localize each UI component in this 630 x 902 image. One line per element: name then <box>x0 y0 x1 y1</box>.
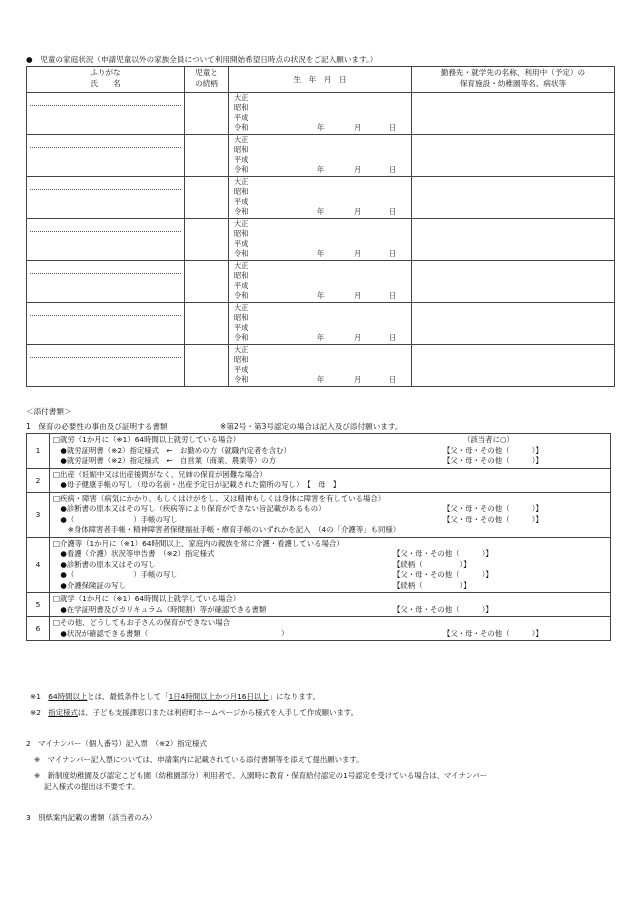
family-name-cell[interactable] <box>27 345 185 387</box>
birth-year-label: 年 <box>317 333 325 342</box>
documents-table <box>26 433 611 641</box>
document-line <box>53 594 607 605</box>
party-selector[interactable]: 【父・母・その他（ ）】 <box>443 504 543 513</box>
party-selector[interactable]: 【父・母・その他（ ）】 <box>393 570 493 579</box>
document-line-text: ●状況が確認できる書類（ ） <box>53 628 289 638</box>
era-list <box>234 93 248 133</box>
family-relation-cell[interactable] <box>185 219 229 261</box>
birth-day-label: 日 <box>389 375 397 384</box>
era-option: 大正 <box>234 261 249 270</box>
birth-year-label: 年 <box>317 375 325 384</box>
header-name-label: 氏 名 <box>90 79 121 88</box>
era-option: 大正 <box>234 177 249 186</box>
footnote-1-text: とは、最低条件として「 <box>87 692 169 701</box>
era-option: 昭和 <box>234 271 249 280</box>
era-option: 昭和 <box>234 355 249 364</box>
footnote-1-end: 」になります。 <box>268 692 320 701</box>
family-name-cell[interactable] <box>27 303 185 345</box>
document-row-content <box>50 593 611 617</box>
family-birth-cell[interactable] <box>229 219 412 261</box>
family-birth-cell[interactable] <box>229 177 412 219</box>
document-row-content <box>50 434 611 469</box>
era-option: 令和 <box>234 291 249 300</box>
family-row <box>27 93 615 135</box>
family-birth-cell[interactable] <box>229 303 412 345</box>
era-option: 大正 <box>234 135 249 144</box>
furigana-divider <box>30 147 181 148</box>
header-furigana: ふりがな <box>90 68 121 77</box>
era-list <box>234 135 248 175</box>
era-list <box>234 177 248 217</box>
era-option: 昭和 <box>234 145 249 154</box>
family-work-cell[interactable] <box>412 135 615 177</box>
era-option: 昭和 <box>234 103 249 112</box>
era-option: 令和 <box>234 123 249 132</box>
family-relation-cell[interactable] <box>185 345 229 387</box>
document-line-text: ●診断書の原本又はその写し（疾病等により保育ができない旨記載があるもの） <box>53 504 326 513</box>
birth-year-label: 年 <box>317 165 325 174</box>
family-work-cell[interactable] <box>412 303 615 345</box>
era-option: 平成 <box>234 155 249 164</box>
furigana-divider <box>30 189 181 190</box>
era-option: 令和 <box>234 333 249 342</box>
document-line-text: □その他、どうしてもお子さんの保育ができない場合 <box>53 618 230 627</box>
document-row-content <box>50 492 611 537</box>
furigana-divider <box>30 357 181 358</box>
document-line <box>53 539 607 550</box>
document-row-number: 6 <box>27 617 50 641</box>
document-row <box>27 617 611 641</box>
party-selector[interactable]: 【父・母・その他（ ）】 <box>443 514 543 524</box>
section1-heading: 1 保育の必要性の事由及び証明する書類 <box>26 422 168 431</box>
party-selector[interactable]: 【父・母・その他（ ）】 <box>393 604 493 614</box>
era-option: 令和 <box>234 165 249 174</box>
birth-year-label: 年 <box>317 207 325 216</box>
birth-day-label: 日 <box>389 165 397 174</box>
document-line <box>53 480 607 491</box>
document-row <box>27 492 611 537</box>
document-row-content <box>50 617 611 641</box>
document-line <box>53 618 607 629</box>
family-work-cell[interactable] <box>412 219 615 261</box>
document-row <box>27 468 611 492</box>
document-line-text: ●診断書の原本又はその写し <box>53 559 156 569</box>
header-work <box>412 67 615 93</box>
family-table <box>26 66 615 387</box>
family-row <box>27 261 615 303</box>
document-line <box>53 525 607 536</box>
documents-rows <box>27 434 611 641</box>
furigana-divider <box>30 105 181 106</box>
birth-month-label: 月 <box>354 249 362 258</box>
document-line-text: ●在学証明書及びカリキュラム（時間割）等が確認できる書類 <box>53 604 267 614</box>
family-relation-cell[interactable] <box>185 261 229 303</box>
era-list <box>234 345 248 385</box>
family-row <box>27 345 615 387</box>
family-birth-cell[interactable] <box>229 93 412 135</box>
family-name-cell[interactable] <box>27 177 185 219</box>
party-selector[interactable]: 【父・母・その他（ ）】 <box>443 456 543 465</box>
family-row <box>27 303 615 345</box>
era-option: 昭和 <box>234 187 249 196</box>
footnote-2-text: は、子ども支援課窓口または利府町ホームページから様式を入手して作成願います。 <box>77 708 358 717</box>
section3-heading: 3 別紙案内記載の書類（該当者のみ） <box>26 813 157 822</box>
family-header-row <box>27 67 615 93</box>
family-row <box>27 135 615 177</box>
section2-heading: 2 マイナンバー（個人番号）記入票 （※2）指定様式 <box>26 739 207 748</box>
birth-month-label: 月 <box>354 291 362 300</box>
family-row <box>27 219 615 261</box>
header-work-1: 勤務先・就学先の名称、利用中（予定）の <box>440 68 586 77</box>
document-line-text: □出産（妊娠中又は出産後間がなく、兄姉の保育が困難な場合） <box>53 469 267 479</box>
section2-note-1: ※ マイナンバー記入票については、申請案内に記載されている添付書類等を添えて提出願います。 <box>34 755 364 764</box>
header-relation-1: 児童と <box>195 68 218 77</box>
family-work-cell[interactable] <box>412 261 615 303</box>
era-option: 昭和 <box>234 229 249 238</box>
party-selector[interactable]: 【父・母・その他（ ）】 <box>393 549 493 558</box>
header-birth <box>229 67 412 93</box>
furigana-divider <box>30 315 181 316</box>
birth-month-label: 月 <box>354 375 362 384</box>
era-option: 大正 <box>234 219 249 228</box>
birth-year-label: 年 <box>317 249 325 258</box>
document-line-text: □就労（1か月に（※1）64時間以上就労している場合） <box>53 435 241 444</box>
family-rows <box>27 93 615 387</box>
footnote-2-term: 指定様式 <box>48 708 78 717</box>
section1-note: ※第2号・第3号認定の場合は記入及び添付願います。 <box>220 422 403 431</box>
document-line <box>53 504 607 515</box>
family-birth-cell[interactable] <box>229 345 412 387</box>
header-relation-2: の続柄 <box>195 79 218 88</box>
birth-day-label: 日 <box>389 207 397 216</box>
era-option: 令和 <box>234 249 249 258</box>
family-name-cell[interactable] <box>27 93 185 135</box>
footnote-1-term: 64時間以上 <box>48 692 88 701</box>
document-line <box>53 494 607 505</box>
document-line-text: □就学（1か月に（※1）64時間以上就学している場合） <box>53 594 241 603</box>
section2-note-2: ※ 新制度幼稚園及び認定こども園（幼稚園部分）利用者で、入園時に教育・保育給付認定の1号認定を受けている場合は、マイナンバー <box>34 771 488 780</box>
family-name-cell[interactable] <box>27 135 185 177</box>
family-birth-cell[interactable] <box>229 261 412 303</box>
family-heading: ● 児童の家庭状況（申請児童以外の家族全員について利用開始希望日時点の状況をご記入願います。） <box>26 55 378 64</box>
header-birth-label: 生 年 月 日 <box>293 75 347 84</box>
party-selector[interactable]: 【父・母・その他（ ）】 <box>443 445 543 455</box>
family-relation-cell[interactable] <box>185 93 229 135</box>
document-line-text: ●（ ）手帳の写し <box>53 514 178 524</box>
family-name-cell[interactable] <box>27 261 185 303</box>
birth-month-label: 月 <box>354 333 362 342</box>
birth-day-label: 日 <box>389 333 397 342</box>
furigana-divider <box>30 273 181 274</box>
birth-month-label: 月 <box>354 123 362 132</box>
document-line <box>53 456 607 467</box>
era-option: 大正 <box>234 303 249 312</box>
document-line-text: □疾病・障害（病気にかかり、もしくはけがをし、又は精神もしくは身体に障害を有している場合） <box>53 493 386 503</box>
document-line <box>53 560 607 571</box>
header-work-2: 保育施設・幼稚園等名、病状等 <box>459 79 567 88</box>
era-option: 平成 <box>234 281 249 290</box>
family-relation-cell[interactable] <box>185 303 229 345</box>
document-line <box>53 515 607 526</box>
document-line <box>53 549 607 560</box>
document-line-text: ●就労証明書（※2）指定様式 ← 自営業（商業、農業等）の方 <box>53 456 277 465</box>
document-line <box>53 629 607 640</box>
document-row-content <box>50 468 611 492</box>
family-work-cell[interactable] <box>412 177 615 219</box>
document-line-text: ●就労証明書（※2）指定様式 ← お勤めの方（就職内定者を含む） <box>53 445 291 455</box>
document-row-number: 3 <box>27 492 50 537</box>
era-list <box>234 303 248 343</box>
document-row-number: 5 <box>27 593 50 617</box>
document-row-number: 4 <box>27 537 50 593</box>
era-option: 平成 <box>234 323 249 332</box>
document-line-text: ●母子健康手帳の写し（母の名前・出産予定日が記載された箇所の写し） 【 母 】 <box>53 480 341 489</box>
family-work-cell[interactable] <box>412 345 615 387</box>
birth-month-label: 月 <box>354 165 362 174</box>
document-line <box>53 581 607 592</box>
footnote-2-mark: ※2 <box>30 708 49 717</box>
era-option: 令和 <box>234 375 249 384</box>
family-birth-cell[interactable] <box>229 135 412 177</box>
footnote-1-condition: 1日4時間以上かつ月16日以上 <box>168 692 269 701</box>
document-line <box>53 605 607 616</box>
birth-day-label: 日 <box>389 249 397 258</box>
family-name-cell[interactable] <box>27 219 185 261</box>
document-line <box>53 470 607 481</box>
family-relation-cell[interactable] <box>185 135 229 177</box>
document-row <box>27 593 611 617</box>
document-row-content <box>50 537 611 593</box>
era-list <box>234 261 248 301</box>
birth-day-label: 日 <box>389 291 397 300</box>
footnote-2 <box>30 708 358 718</box>
party-selector[interactable]: 【続柄（ ）】 <box>393 580 471 590</box>
furigana-divider <box>30 231 181 232</box>
header-relation <box>185 67 229 93</box>
birth-year-label: 年 <box>317 123 325 132</box>
document-line-text: ●（ ）手帳の写し <box>53 570 178 579</box>
birth-month-label: 月 <box>354 207 362 216</box>
document-line-text: ●看護（介護）状況等申告書 （※2）指定様式 <box>53 549 215 558</box>
document-line-text: ※身体障害者手帳・精神障害者保健福祉手帳・療育手帳のいずれかを記入 （4の「介護等」も同様） <box>53 525 401 534</box>
document-line <box>53 570 607 581</box>
family-row <box>27 177 615 219</box>
header-name <box>27 67 185 93</box>
family-relation-cell[interactable] <box>185 177 229 219</box>
family-work-cell[interactable] <box>412 93 615 135</box>
footnote-1 <box>30 692 320 702</box>
era-option: 大正 <box>234 93 249 102</box>
party-selector[interactable]: 【父・母・その他（ ）】 <box>443 628 543 638</box>
document-line-text: □介護等（1か月に（※1）64時間以上、家庭内の親族を常に介護・看護している場合） <box>53 538 344 548</box>
party-selector[interactable]: 【続柄（ ）】 <box>393 559 471 569</box>
era-option: 平成 <box>234 365 249 374</box>
document-row <box>27 537 611 593</box>
era-option: 平成 <box>234 113 249 122</box>
document-line <box>53 446 607 457</box>
party-selector[interactable]: （該当者に○） <box>463 435 514 444</box>
document-line-text: ●介護保険証の写し <box>53 580 126 590</box>
era-option: 平成 <box>234 239 249 248</box>
document-line <box>53 435 607 446</box>
section2-note-2-cont: 記入様式の提出は不要です。 <box>44 782 140 791</box>
footnote-1-mark: ※1 <box>30 692 49 701</box>
era-option: 平成 <box>234 197 249 206</box>
era-option: 大正 <box>234 345 249 354</box>
era-option: 令和 <box>234 207 249 216</box>
document-row-number: 2 <box>27 468 50 492</box>
attachments-title: ＜添付書類＞ <box>26 407 72 416</box>
birth-year-label: 年 <box>317 291 325 300</box>
birth-day-label: 日 <box>389 123 397 132</box>
document-row-number: 1 <box>27 434 50 469</box>
document-row <box>27 434 611 469</box>
era-list <box>234 219 248 259</box>
era-option: 昭和 <box>234 313 249 322</box>
